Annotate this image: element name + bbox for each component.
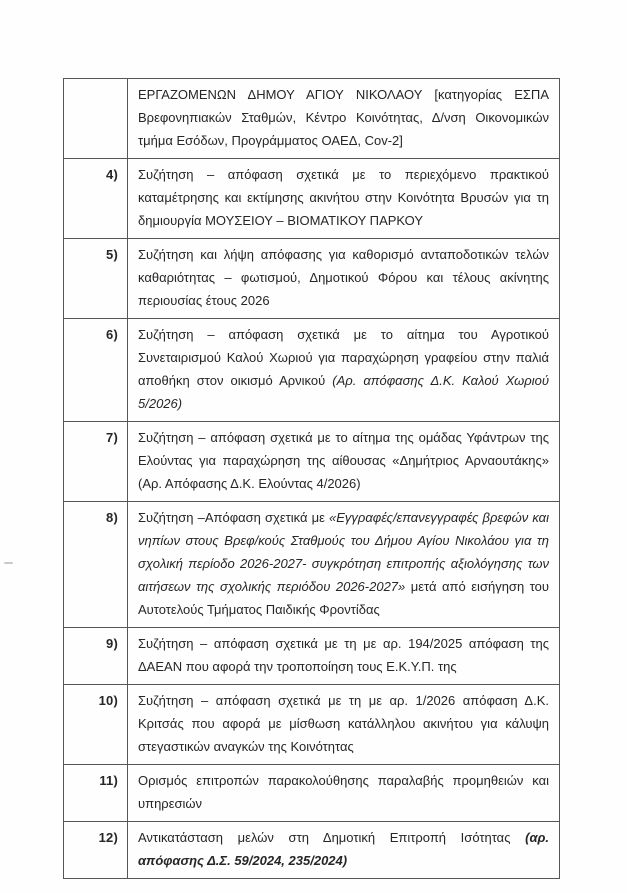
item-text [128,79,560,159]
table-row [64,502,560,628]
item-text-segment: Συζήτηση και λήψη απόφασης για καθορισμό ανταποδοτικών τελών καθαριότητας – φωτισμού, Δημοτικού Φόρου και τέλους ακίνητης περιουσίας έτους 2026 [138,247,549,308]
table-row [64,239,560,319]
item-text-segment: Αντικατάσταση μελών στη Δημοτική Επιτροπή Ισότητας [138,830,526,845]
table-row [64,159,560,239]
item-number: 12) [64,822,128,879]
item-number [64,79,128,159]
item-number: 11) [64,765,128,822]
table-row [64,765,560,822]
item-text-segment: Συζήτηση – απόφαση σχετικά με το περιεχόμενο πρακτικού καταμέτρησης και εκτίμησης ακινήτου στην Κοινότητα Βρυσών για τη δημιουργία ΜΟΥΣΕΙΟΥ – ΒΙΟΜΑΤΙΚΟΥ ΠΑΡΚΟΥ [138,167,549,228]
item-text [128,239,560,319]
item-text-segment: Συζήτηση – απόφαση σχετικά με τη με αρ. 194/2025 απόφαση της ΔΑΕΑΝ που αφορά την τροποποίηση τους Ε.Κ.Υ.Π. της [138,636,549,674]
item-text [128,422,560,502]
scan-artifact-dash [4,562,13,564]
item-text [128,319,560,422]
item-number: 10) [64,685,128,765]
item-text-segment: (αρ. απόφασης Δ.Σ. 59/2024, 235/2024) [138,830,549,868]
table-row [64,422,560,502]
agenda-table [63,78,560,879]
table-row [64,319,560,422]
item-number: 9) [64,628,128,685]
table-row [64,685,560,765]
item-text-segment: Συζήτηση – απόφαση σχετικά με τη με αρ. 1/2026 απόφαση Δ.Κ. Κριτσάς που αφορά με μίσθωση κατάλληλου ακινήτου για κάλυψη στεγαστικών αναγκών της Κοινότητας [138,693,549,754]
table-row [64,628,560,685]
item-text-segment: Συζήτηση – απόφαση σχετικά με το αίτημα της ομάδας Υφάντρων της Ελούντας για παραχώρηση της αίθουσας «Δημήτριος Αρναουτάκης» (Αρ. Απόφασης Δ.Κ. Ελούντας 4/2026) [138,430,549,491]
item-text [128,159,560,239]
item-text-segment: (Αρ. απόφασης Δ.Κ. Καλού Χωριού 5/2026) [138,373,550,411]
item-text [128,765,560,822]
table-row [64,822,560,879]
item-text [128,502,560,628]
item-text-segment: μετά από εισήγηση του Αυτοτελούς Τμήματος Παιδικής Φροντίδας [138,579,549,617]
table-row [64,79,560,159]
item-number: 5) [64,239,128,319]
item-number: 8) [64,502,128,628]
item-text-segment: Ορισμός επιτροπών παρακολούθησης παραλαβής προμηθειών και υπηρεσιών [138,773,549,811]
item-text [128,628,560,685]
item-text-segment: «Εγγραφές/επανεγγραφές βρεφών και νηπίων στους Βρεφ/κούς Σταθμούς του Δήμου Αγίου Νικολάου για τη σχολική περίοδο 2026-2027- συγκρότηση επιτροπής αξιολόγησης των αιτήσεων της σχολικής περιόδου 2026-2027» [138,510,549,594]
item-number: 7) [64,422,128,502]
item-number: 4) [64,159,128,239]
item-text [128,822,560,879]
agenda-table-body [64,79,560,879]
item-text-segment: Συζήτηση – απόφαση σχετικά με το αίτημα του Αγροτικού Συνεταιρισμού Καλού Χωριού για παραχώρηση γραφείου στην παλιά αποθήκη στον οικισμό Αρνικού [138,327,549,388]
item-number: 6) [64,319,128,422]
item-text-segment: Συζήτηση –Απόφαση σχετικά με [138,510,330,525]
item-text [128,685,560,765]
item-text-segment: ΕΡΓΑΖΟΜΕΝΩΝ ΔΗΜΟΥ ΑΓΙΟΥ ΝΙΚΟΛΑΟΥ [κατηγορίας ΕΣΠΑ Βρεφονηπιακών Σταθμών, Κέντρο Κοινότητας, Δ/νση Οικονομικών τμήμα Εσόδων, Προγράμματος ΟΑΕΔ, Cov-2] [138,87,549,148]
